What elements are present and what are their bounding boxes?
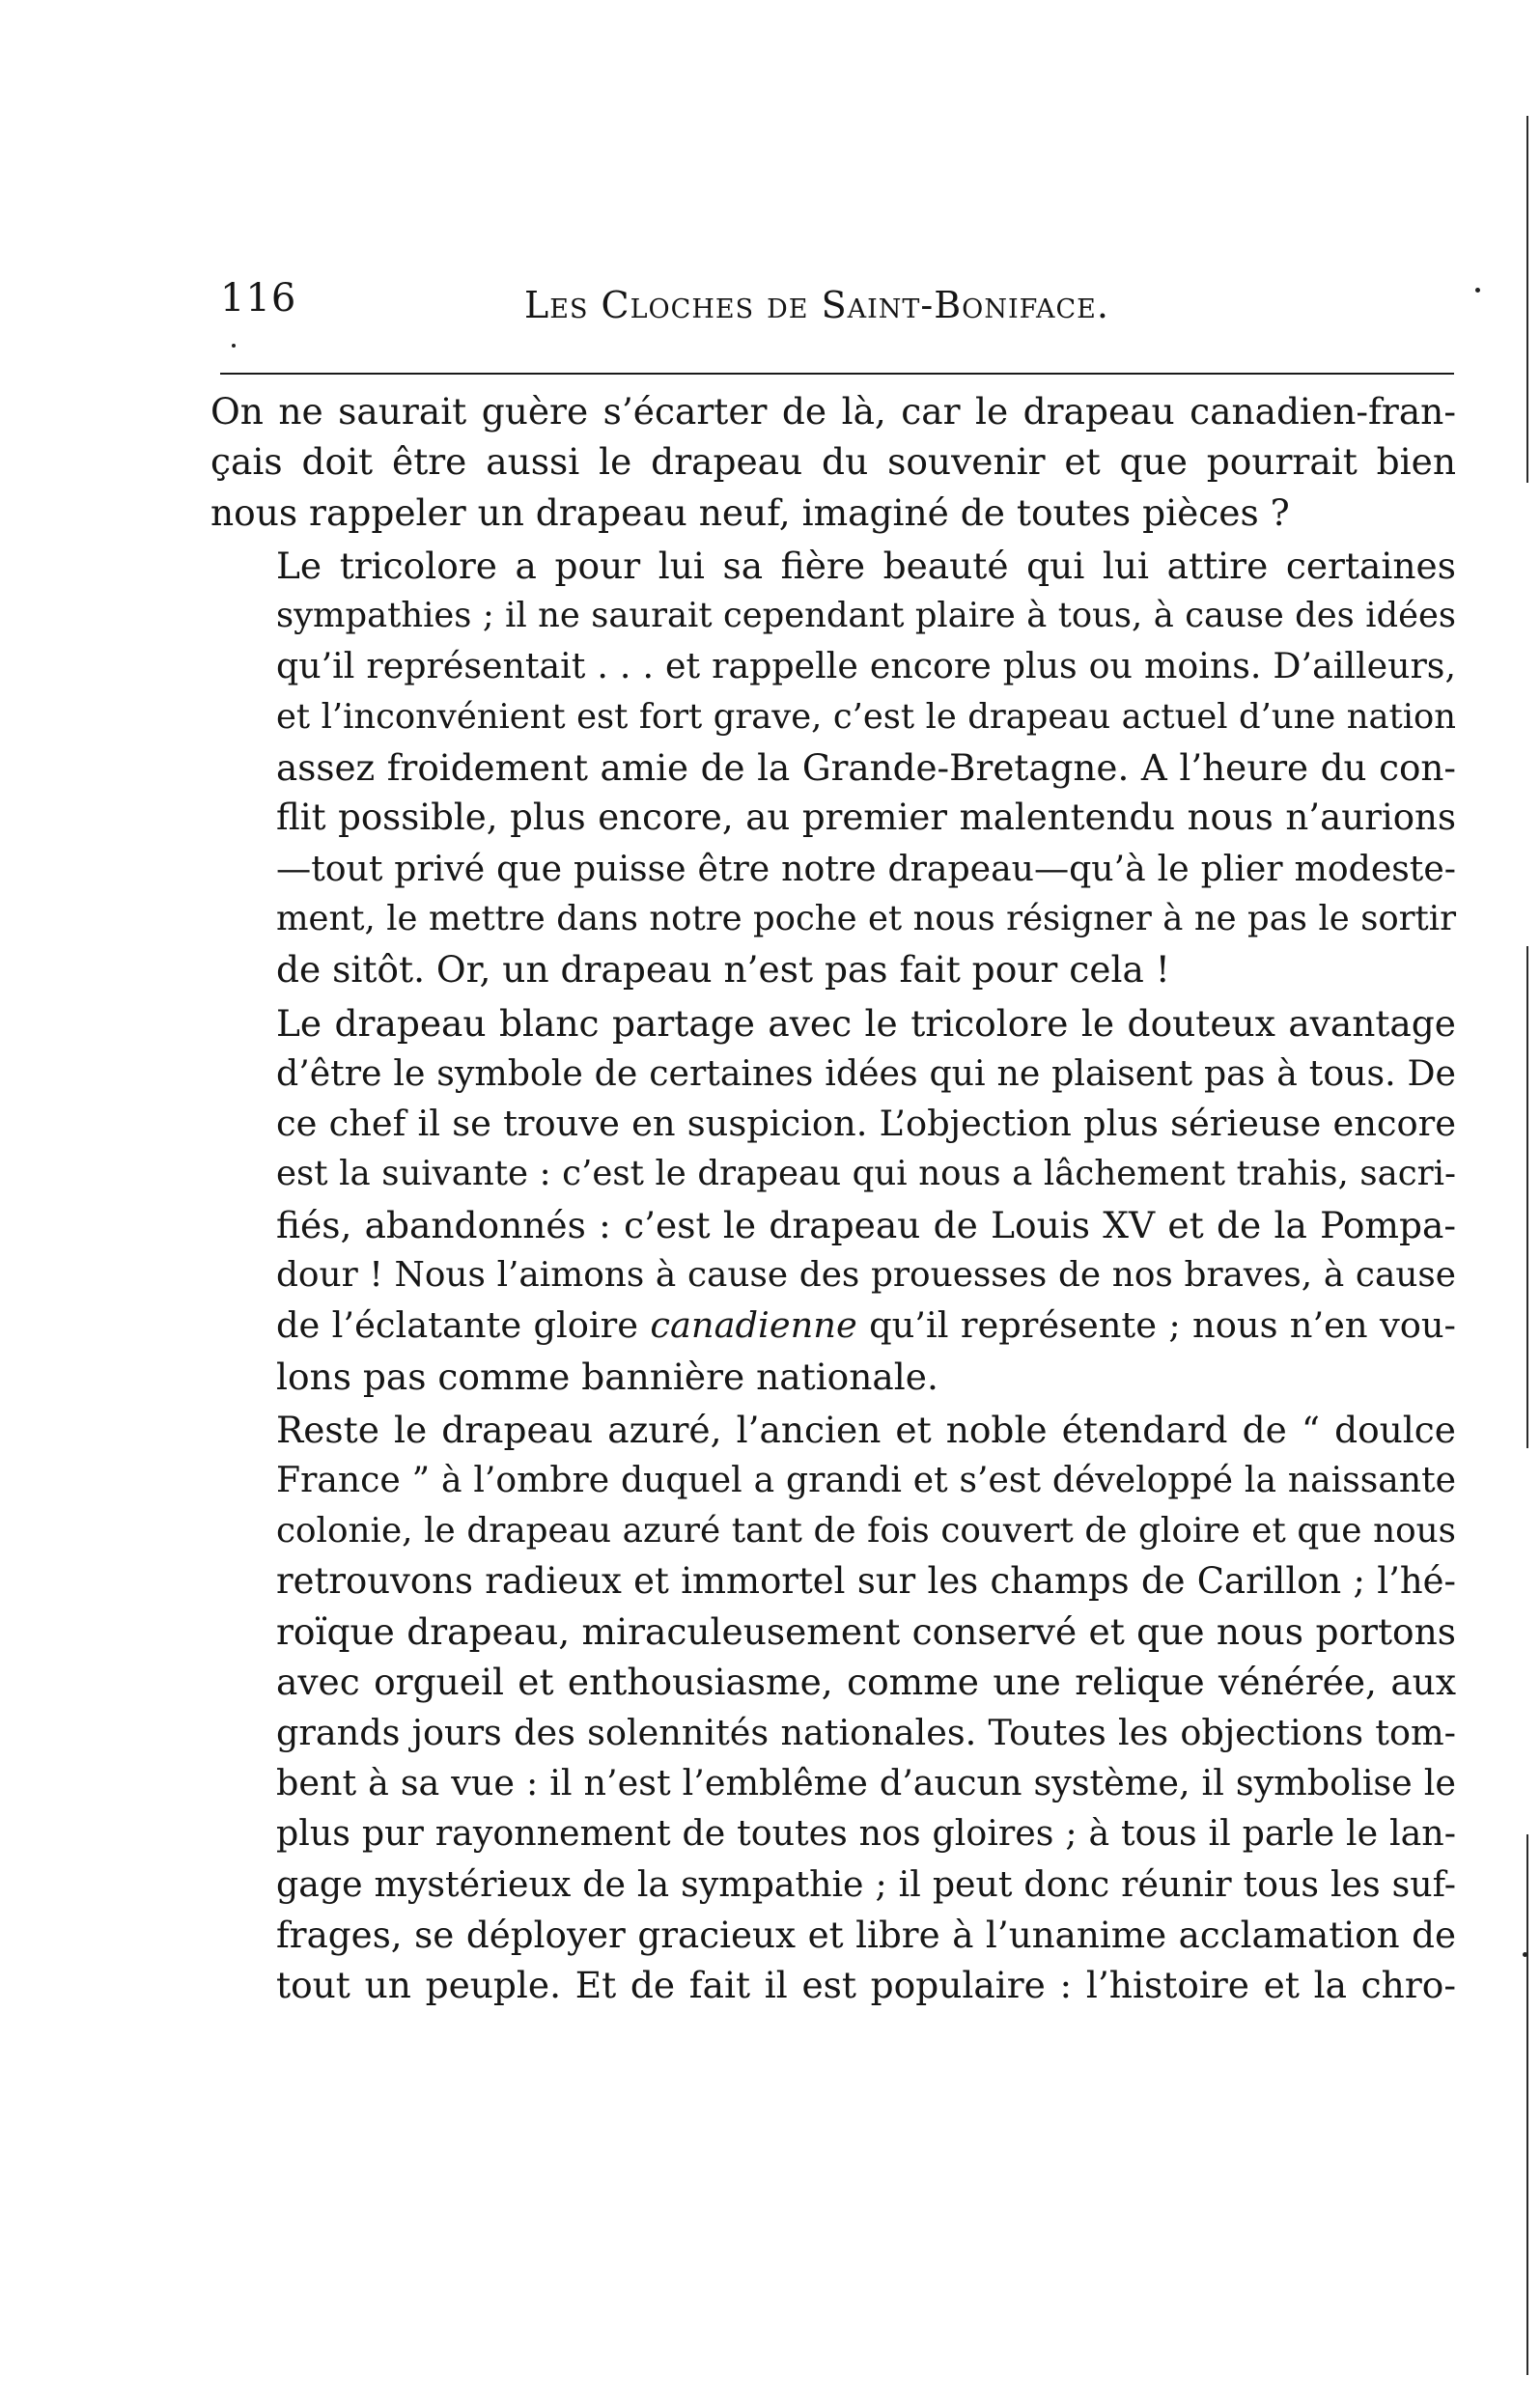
text-line: lons pas comme bannière nationale.: [276, 1355, 938, 1398]
text-line: plus pur rayonnement de toutes nos gloires ; à tous il parle le lan-: [276, 1812, 1456, 1855]
text-line: ment, le mettre dans notre poche et nous résigner à ne pas le sortir: [276, 898, 1456, 938]
paragraph: [210, 998, 1456, 1402]
italic-text-run: canadienne: [650, 1304, 857, 1347]
text-line: colonie, le drapeau azuré tant de fois couvert de gloire et que nous: [276, 1510, 1456, 1551]
scan-speck: [1523, 1952, 1527, 1957]
binding-edge-line: [1526, 946, 1528, 1448]
text-line: Le drapeau blanc partage avec le tricolore le douteux avantage: [276, 1001, 1456, 1045]
text-line: çais doit être aussi le drapeau du souvenir et que pourrait bien: [210, 440, 1456, 484]
header-rule: [220, 373, 1454, 375]
text-line: roïque drapeau, miraculeusement conservé et que nous portons: [276, 1610, 1456, 1654]
text-run: qu’il représente ; nous n’en vou-: [856, 1304, 1456, 1347]
text-line: est la suivante : c’est le drapeau qui nous a lâchement trahis, sacri-: [276, 1154, 1456, 1194]
text-line: Reste le drapeau azuré, l’ancien et noble étendard de “ doulce: [276, 1408, 1456, 1451]
text-line: ce chef il se trouve en suspicion. L’objection plus sérieuse encore: [276, 1103, 1456, 1145]
text-line: gage mystérieux de la sympathie ; il peut donc réunir tous les suf-: [276, 1862, 1456, 1905]
text-line: Le tricolore a pour lui sa fière beauté qui lui attire certaines: [276, 544, 1456, 587]
text-line: flit possible, plus encore, au premier malentendu nous n’aurions: [276, 797, 1456, 839]
text-line: [210, 1300, 1456, 1351]
text-line: sympathies ; il ne saurait cependant plaire à tous, à cause des idées: [276, 596, 1456, 636]
text-line: fiés, abandonnés : c’est le drapeau de Louis XV et de la Pompa-: [276, 1203, 1456, 1246]
body-text: [210, 386, 1456, 2014]
binding-edge-line: [1526, 116, 1528, 483]
paragraph: [210, 386, 1456, 538]
paragraph: [210, 1405, 1456, 2011]
page-number: 116: [220, 276, 297, 321]
text-line: France ” à l’ombre duquel a grandi et s’est développé la naissante: [276, 1459, 1456, 1501]
text-line: qu’il représentait . . . et rappelle encore plus ou moins. D’ailleurs,: [276, 645, 1456, 687]
binding-edge-line: [1526, 1834, 1528, 2375]
text-line: d’être le symbole de certaines idées qui ne plaisent pas à tous. De: [276, 1051, 1456, 1094]
text-line: nous rappeler un drapeau neuf, imaginé de toutes pièces ?: [210, 490, 1290, 534]
paragraph: [210, 541, 1456, 995]
text-line: avec orgueil et enthousiasme, comme une relique vénérée, aux: [276, 1661, 1456, 1704]
text-line: grands jours des solennités nationales. Toutes les objections tom-: [276, 1711, 1456, 1753]
text-line: —tout privé que puisse être notre drapeau—qu’à le plier modeste-: [276, 847, 1456, 889]
text-line: retrouvons radieux et immortel sur les champs de Carillon ; l’hé-: [276, 1559, 1456, 1602]
text-line: de sitôt. Or, un drapeau n’est pas fait pour cela !: [276, 948, 1170, 992]
text-line: et l’inconvénient est fort grave, c’est le drapeau actuel d’une nation: [276, 696, 1456, 737]
running-title: Les Cloches de Saint-Boniface.: [524, 284, 1109, 326]
text-line: On ne saurait guère s’écarter de là, car le drapeau canadien-fran-: [210, 390, 1456, 433]
text-line: bent à sa vue : il n’est l’emblême d’aucun système, il symbolise le: [276, 1762, 1456, 1804]
text-line: frages, se déployer gracieux et libre à l’unanime acclamation de: [276, 1913, 1456, 1956]
scan-speck: [1475, 288, 1480, 293]
running-head: [220, 272, 1456, 330]
text-line: tout un peuple. Et de fait il est populaire : l’histoire et la chro-: [276, 1964, 1456, 2007]
text-line: dour ! Nous l’aimons à cause des prouesses de nos braves, à cause: [276, 1255, 1456, 1296]
text-run: de l’éclatante gloire: [276, 1304, 651, 1347]
scan-speck: [232, 344, 236, 348]
text-line: assez froidement amie de la Grande-Bretagne. A l’heure du con-: [276, 746, 1456, 790]
